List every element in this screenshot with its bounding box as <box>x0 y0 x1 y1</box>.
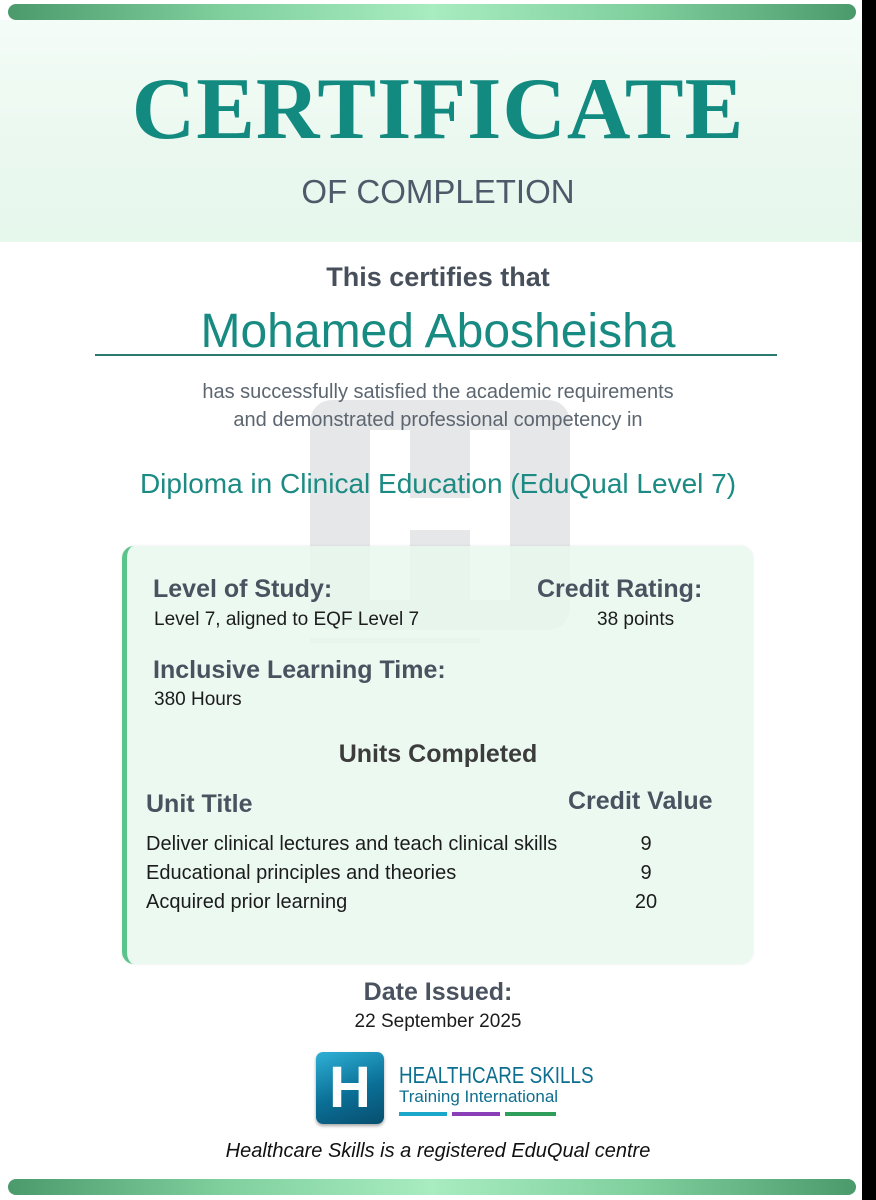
unit-row <box>146 833 666 861</box>
unit-row-title: Deliver clinical lectures and teach clinical skills <box>146 833 558 855</box>
unit-row <box>146 862 666 890</box>
bottom-border-bar <box>8 1179 856 1195</box>
logo-name: HEALTHCARE SKILLS <box>399 1062 594 1088</box>
unit-row-credits: 20 <box>634 891 658 913</box>
units-completed-heading: Units Completed <box>338 740 538 768</box>
healthcare-skills-logo-icon <box>316 1052 384 1124</box>
credit-value-column-header: Credit Value <box>568 787 713 815</box>
unit-title-column-header: Unit Title <box>146 790 253 818</box>
logo-color-stripes <box>399 1112 556 1116</box>
credit-rating-label: Credit Rating: <box>537 575 703 603</box>
unit-row-credits: 9 <box>640 833 652 855</box>
unit-row <box>146 891 666 919</box>
recipient-name: Mohamed Abosheisha <box>200 305 676 358</box>
footer-note: Healthcare Skills is a registered EduQual centre <box>225 1140 651 1162</box>
top-border-bar <box>8 4 856 20</box>
certificate-title: CERTIFICATE <box>131 61 745 158</box>
unit-row-title: Educational principles and theories <box>146 862 457 884</box>
date-issued-value: 22 September 2025 <box>354 1011 522 1032</box>
logo-letter: H <box>329 1055 371 1120</box>
unit-row-credits: 9 <box>640 862 652 884</box>
qualification-title: Diploma in Clinical Education (EduQual Level 7) <box>139 468 737 499</box>
unit-row-title: Acquired prior learning <box>146 891 348 913</box>
level-of-study-value: Level 7, aligned to EQF Level 7 <box>154 609 420 630</box>
statement-line-2: and demonstrated professional competency in <box>233 409 643 431</box>
learning-time-value: 380 Hours <box>154 689 242 710</box>
level-of-study-label: Level of Study: <box>153 575 333 603</box>
credit-rating-value: 38 points <box>597 609 675 630</box>
logo-tagline: Training International <box>399 1087 559 1106</box>
learning-time-label: Inclusive Learning Time: <box>153 656 446 684</box>
name-underline <box>95 354 777 356</box>
date-issued-label: Date Issued: <box>363 978 513 1006</box>
certificate-subtitle: OF COMPLETION <box>301 173 575 210</box>
statement-line-1: has successfully satisfied the academic requirements <box>202 381 674 403</box>
achievement-statement <box>0 378 862 434</box>
certifies-text: This certifies that <box>326 262 550 292</box>
